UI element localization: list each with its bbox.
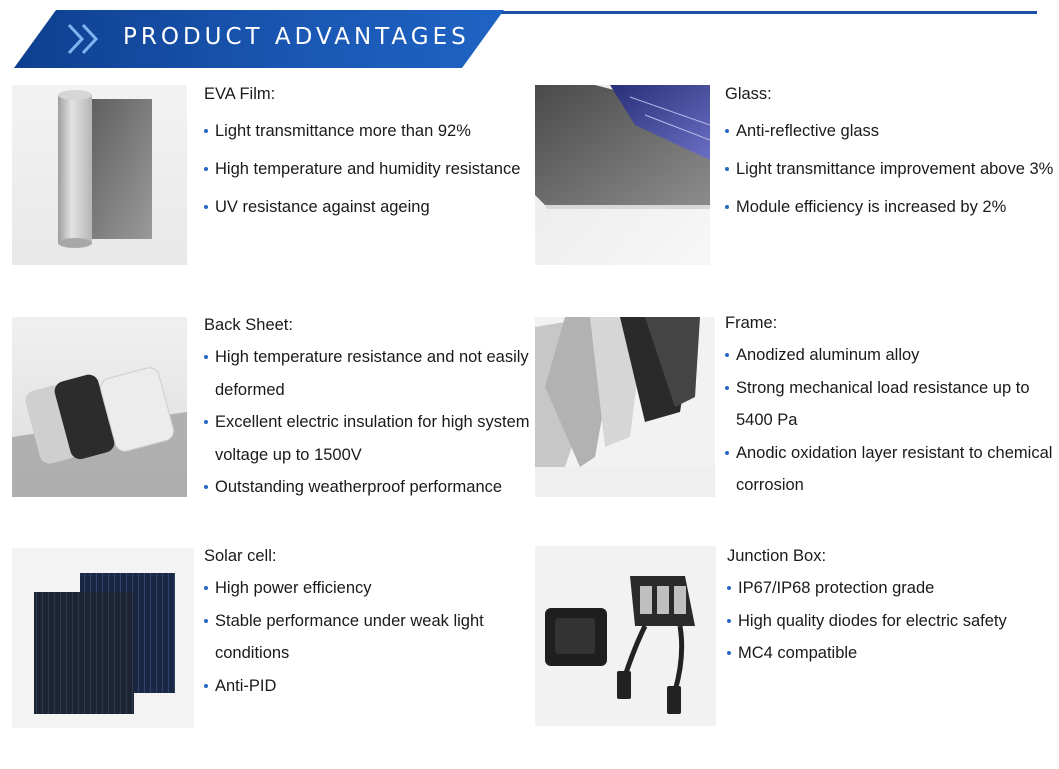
frame-block [725,307,1052,502]
list-item: MC4 compatible [727,637,1007,670]
junction-box-block [727,540,1007,670]
list-item: High temperature and humidity resistance [204,153,520,186]
list-item: Module efficiency is increased by 2% [725,191,1053,224]
back-sheet-image [12,317,187,497]
list-item: corrosion [736,476,804,494]
list-item: Light transmittance improvement above 3% [725,153,1053,186]
solar-cell-title: Solar cell: [204,547,277,565]
banner-rule [480,11,1037,14]
list-item: UV resistance against ageing [204,191,520,224]
double-chevron-right-icon [66,22,104,56]
list-item: Outstanding weatherproof performance [204,471,530,504]
junction-box-image [535,546,716,726]
section-banner [0,0,1059,70]
list-item: voltage up to 1500V [215,445,362,464]
list-item: Light transmittance more than 92% [204,115,520,148]
list-item: High power efficiency [204,572,484,605]
list-item: High temperature resistance and not easily [204,341,530,374]
glass-title: Glass: [725,85,772,103]
list-item: Anodic oxidation layer resistant to chemical [725,437,1052,470]
list-item: High quality diodes for electric safety [727,605,1007,638]
list-item: Excellent electric insulation for high system [204,406,530,439]
list-item: conditions [215,644,290,662]
list-item: Stable performance under weak light [204,605,484,638]
list-item: deformed [215,380,285,399]
eva-film-block [204,78,520,229]
page-title: PRODUCT ADVANTAGES [123,24,470,50]
list-item: Anodized aluminum alloy [725,339,1052,372]
junction-box-title: Junction Box: [727,547,827,565]
list-item: 5400 Pa [736,411,798,429]
back-sheet-block [204,309,530,504]
eva-film-title: EVA Film: [204,85,276,103]
glass-image [535,85,710,265]
list-item: Strong mechanical load resistance up to [725,372,1052,405]
solar-cell-block [204,540,484,702]
glass-block [725,78,1053,229]
eva-film-image [12,85,187,265]
solar-cell-image [12,548,194,728]
frame-image [535,317,715,497]
back-sheet-title: Back Sheet: [204,316,293,334]
list-item: IP67/IP68 protection grade [727,572,1007,605]
list-item: Anti-reflective glass [725,115,1053,148]
frame-title: Frame: [725,314,778,332]
list-item: Anti-PID [204,670,484,703]
